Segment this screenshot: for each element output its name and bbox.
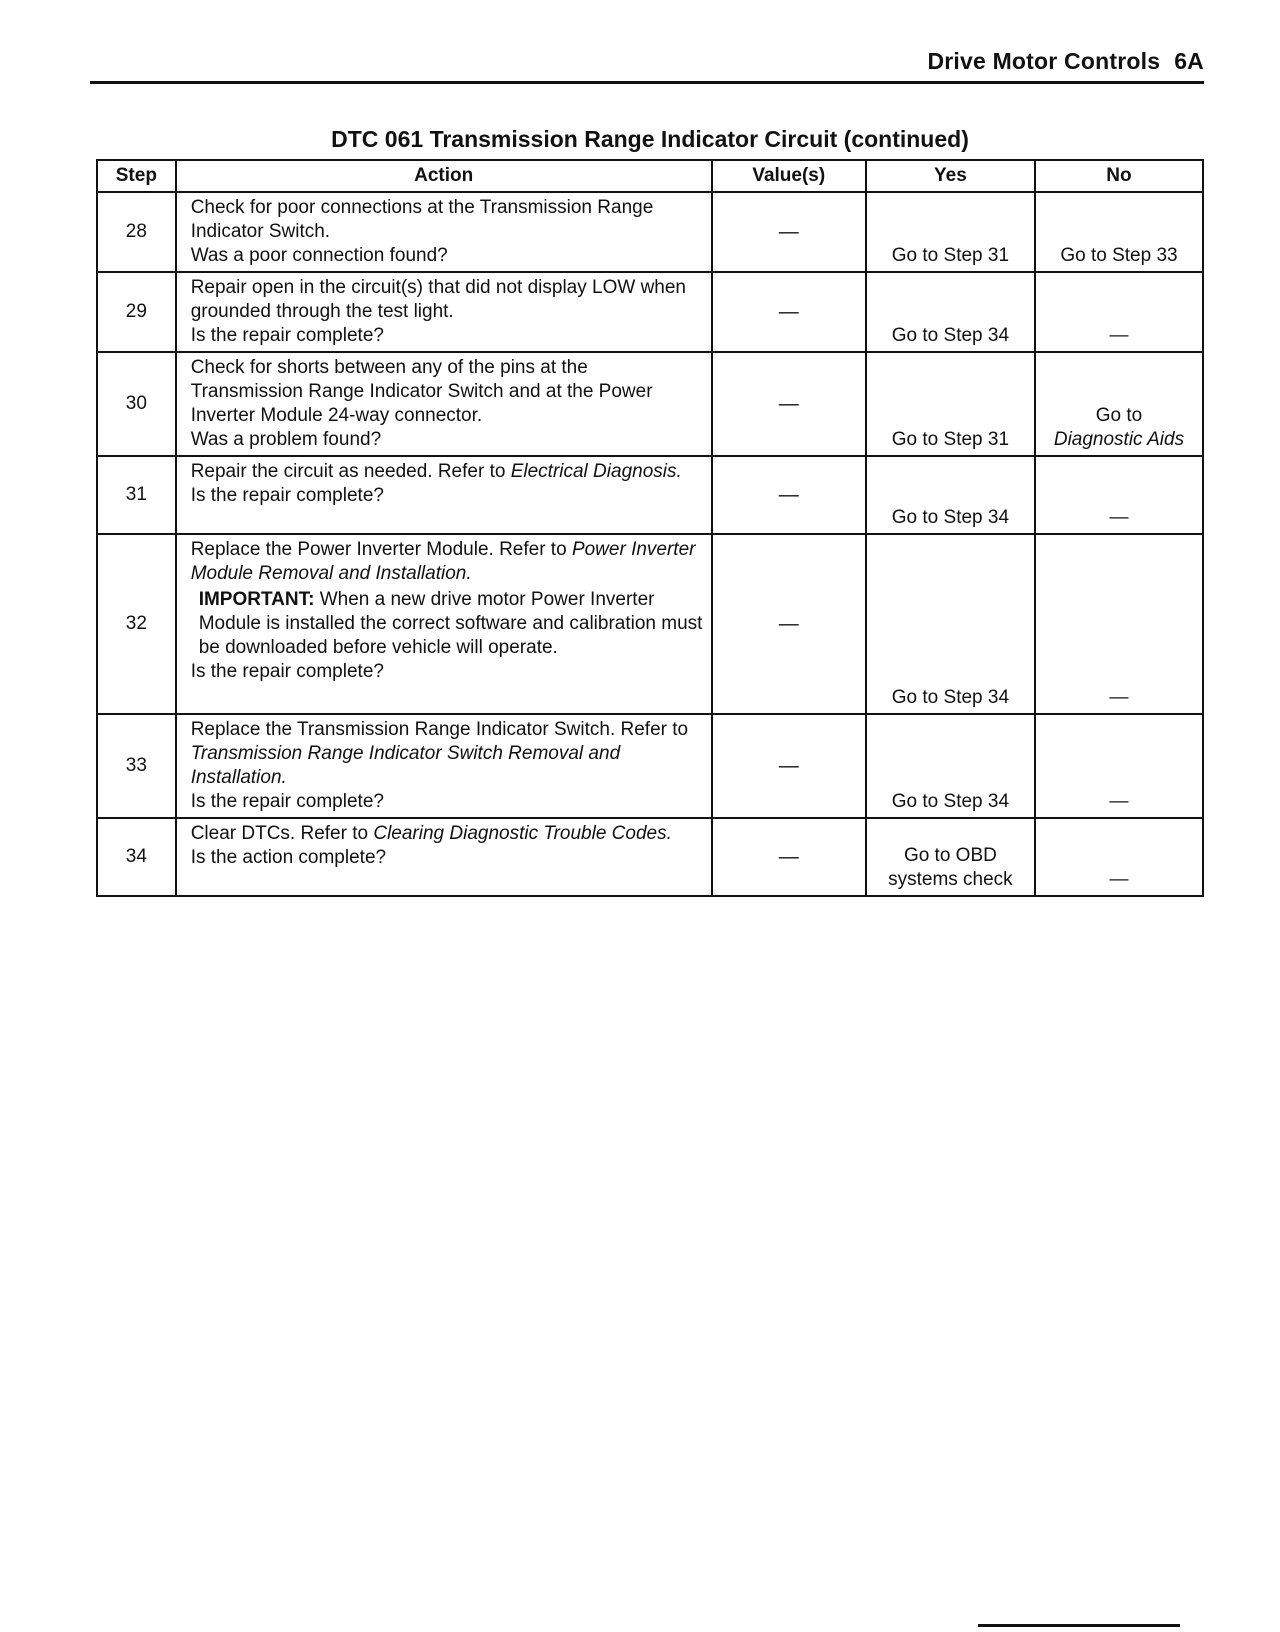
no-cell	[1035, 352, 1203, 456]
no-cell: —	[1035, 456, 1203, 534]
footer-rule	[978, 1624, 1180, 1627]
step-number: 28	[97, 192, 176, 272]
value-cell: —	[712, 192, 866, 272]
action-cell	[176, 192, 712, 272]
yes-cell: Go to Step 34	[866, 456, 1035, 534]
table-row	[97, 352, 1203, 456]
important-note	[191, 588, 703, 660]
action-question: Was a problem found?	[190, 429, 382, 450]
section-title: Drive Motor Controls	[927, 48, 1161, 74]
value-cell: —	[712, 818, 866, 896]
table-row	[97, 818, 1203, 896]
action-text: Check for shorts between any of the pins at the Transmission Range Indicator Switch and at the Power Inverter Module 24-way connector.	[190, 357, 653, 426]
action-text: Repair open in the circuit(s) that did not display LOW when grounded through the test light.	[190, 277, 686, 322]
action-reference: Transmission Range Indicator Switch Removal and Installation.	[190, 743, 621, 788]
table-row	[97, 192, 1203, 272]
action-question: Is the repair complete?	[190, 325, 384, 346]
value-cell: —	[712, 456, 866, 534]
no-cell: —	[1035, 714, 1203, 818]
step-number: 31	[97, 456, 176, 534]
action-reference: Clearing Diagnostic Trouble Codes.	[373, 823, 672, 844]
value-cell: —	[712, 352, 866, 456]
table-row	[97, 714, 1203, 818]
no-cell-text: Go to	[1095, 405, 1143, 426]
value-cell: —	[712, 272, 866, 352]
yes-cell: Go to Step 34	[866, 534, 1035, 714]
action-cell	[176, 352, 712, 456]
action-text: Repair the circuit as needed. Refer to	[190, 461, 506, 482]
no-cell-reference: Diagnostic Aids	[1053, 429, 1185, 450]
action-reference: Electrical Diagnosis.	[510, 461, 682, 482]
action-cell	[176, 714, 712, 818]
table-row	[97, 534, 1203, 714]
diagnostic-table	[96, 159, 1204, 897]
value-cell: —	[712, 714, 866, 818]
value-cell: —	[712, 534, 866, 714]
col-header-no: No	[1035, 160, 1203, 192]
action-question: Is the repair complete?	[190, 661, 384, 682]
action-cell	[176, 272, 712, 352]
yes-cell: Go to Step 34	[866, 714, 1035, 818]
page-header	[90, 48, 1204, 84]
action-reference: Power Inverter Module Removal and Installation.	[190, 539, 696, 584]
col-header-step: Step	[97, 160, 176, 192]
table-row	[97, 456, 1203, 534]
table-title: DTC 061 Transmission Range Indicator Circuit (continued)	[331, 126, 969, 152]
action-text: Clear DTCs. Refer to	[190, 823, 369, 844]
step-number: 34	[97, 818, 176, 896]
yes-cell: Go to OBD systems check	[866, 818, 1035, 896]
important-label: IMPORTANT:	[198, 589, 315, 610]
action-text: Replace the Power Inverter Module. Refer to	[190, 539, 567, 560]
step-number: 29	[97, 272, 176, 352]
no-cell: Go to Step 33	[1035, 192, 1203, 272]
yes-cell: Go to Step 34	[866, 272, 1035, 352]
important-text: When a new drive motor Power Inverter Module is installed the correct software and calibration must be downloaded before vehicle will operate.	[198, 589, 703, 658]
yes-cell: Go to Step 31	[866, 352, 1035, 456]
no-cell: —	[1035, 272, 1203, 352]
action-cell	[176, 456, 712, 534]
table-header-row	[97, 160, 1203, 192]
action-question: Is the action complete?	[190, 847, 387, 868]
step-number: 32	[97, 534, 176, 714]
page-code: 6A	[1174, 48, 1204, 74]
action-question: Is the repair complete?	[190, 791, 384, 812]
no-cell: —	[1035, 534, 1203, 714]
col-header-yes: Yes	[866, 160, 1035, 192]
action-cell	[176, 534, 712, 714]
action-cell	[176, 818, 712, 896]
table-row	[97, 272, 1203, 352]
action-text: Replace the Transmission Range Indicator Switch. Refer to	[190, 719, 689, 740]
yes-cell: Go to Step 31	[866, 192, 1035, 272]
step-number: 33	[97, 714, 176, 818]
col-header-action: Action	[176, 160, 712, 192]
action-text: Check for poor connections at the Transmission Range Indicator Switch.	[190, 197, 654, 242]
no-cell: —	[1035, 818, 1203, 896]
action-question: Was a poor connection found?	[190, 245, 448, 266]
col-header-values: Value(s)	[712, 160, 866, 192]
step-number: 30	[97, 352, 176, 456]
action-question: Is the repair complete?	[190, 485, 384, 506]
